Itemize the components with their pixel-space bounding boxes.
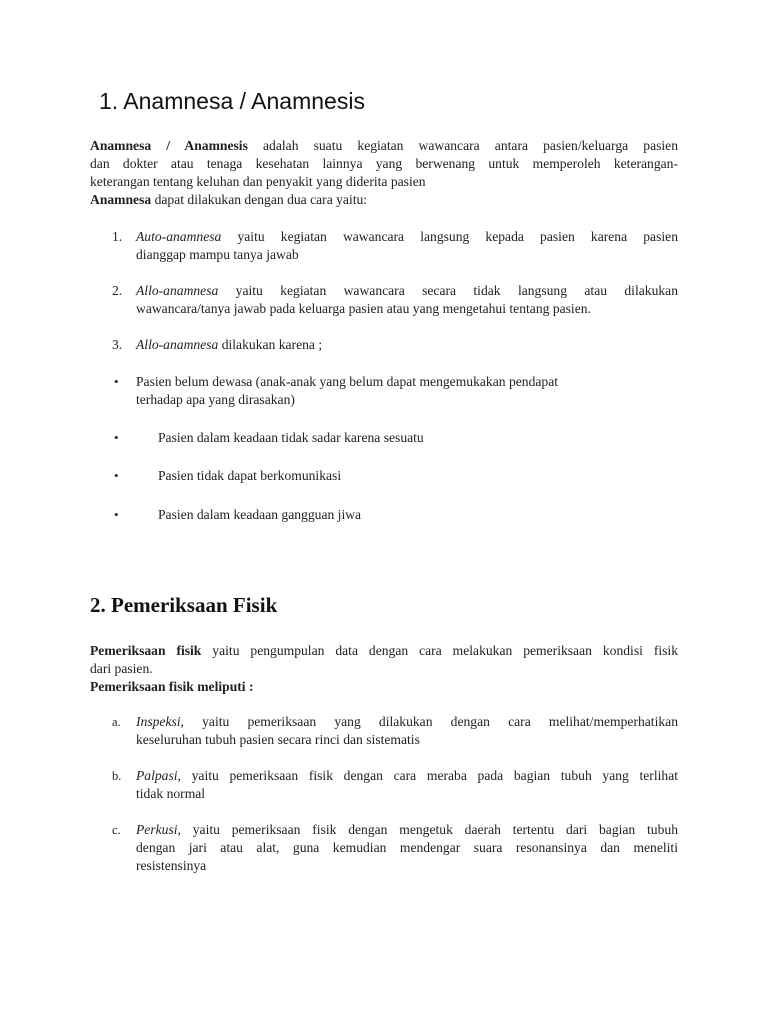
item-body <box>136 282 678 318</box>
item-term: Palpasi <box>136 768 178 783</box>
bullet-text <box>136 373 558 409</box>
definition-line-2: dari pasien. <box>90 661 153 676</box>
item-letter: b. <box>112 769 122 783</box>
item-text-1: yaitu kegiatan wawancara langsung kepada pasien karena pasien <box>237 229 678 244</box>
item-term: Inspeksi <box>136 714 181 729</box>
item-text-1: , yaitu pemeriksaan fisik dengan mengetuk daerah tertentu dari bagian tubuh <box>177 822 678 837</box>
definition-line-3: keterangan tentang keluhan dan penyakit yang diderita pasien <box>90 174 426 189</box>
definition-term: Anamnesa / Anamnesis <box>90 138 248 153</box>
definition-line-1 <box>90 137 678 155</box>
definition-line-1 <box>90 642 678 660</box>
definition-text-1: adalah suatu kegiatan wawancara antara pasien/keluarga pasien <box>263 138 679 153</box>
item-body <box>136 767 678 803</box>
item-text-1: yaitu kegiatan wawancara secara tidak langsung atau dilakukan <box>235 283 678 298</box>
item-line-2: tidak normal <box>136 786 206 801</box>
item-line-1 <box>136 713 678 731</box>
item-line-1 <box>136 821 678 839</box>
item-body <box>136 228 678 264</box>
bullet-icon: • <box>114 430 119 445</box>
item-text-1: dilakukan karena ; <box>218 337 323 352</box>
item-number: 1. <box>112 229 123 244</box>
item-body <box>136 713 678 749</box>
item-line-1 <box>136 282 678 300</box>
item-term: Auto-anamnesa <box>136 229 222 244</box>
bullet-text: Pasien dalam keadaan tidak sadar karena sesuatu <box>158 430 424 445</box>
item-term: Allo-anamnesa <box>136 283 219 298</box>
methods-text: dapat dilakukan dengan dua cara yaitu: <box>151 192 368 207</box>
item-number: 3. <box>112 337 123 352</box>
bullet-text: Pasien tidak dapat berkomunikasi <box>158 468 342 483</box>
definition-line-2: dan dokter atau tenaga kesehatan lainnya yang berwenang untuk memperoleh keterangan- <box>90 156 678 171</box>
item-text-1: , yaitu pemeriksaan yang dilakukan dengan cara melihat/memperhatikan <box>180 714 678 729</box>
item-line-1 <box>136 336 678 354</box>
item-line-3: resistensinya <box>136 858 207 873</box>
definition-term: Pemeriksaan fisik <box>90 643 202 658</box>
item-body <box>136 336 678 354</box>
item-line-2: wawancara/tanya jawab pada keluarga pasien atau yang mengetahui tentang pasien. <box>136 301 591 316</box>
item-number: 2. <box>112 283 123 298</box>
item-letter: c. <box>112 823 121 837</box>
item-body <box>136 821 678 875</box>
anamnesa-definition-paragraph <box>90 137 678 209</box>
pemeriksaan-definition-paragraph <box>90 642 678 696</box>
bullet-line-2: terhadap apa yang dirasakan) <box>136 392 295 407</box>
item-line-1 <box>136 228 678 246</box>
bullet-icon: • <box>114 468 119 483</box>
section-2-heading: 2. Pemeriksaan Fisik <box>90 593 278 617</box>
includes-line: Pemeriksaan fisik meliputi : <box>90 679 254 694</box>
section-1-heading: 1. Anamnesa / Anamnesis <box>99 88 365 114</box>
bullet-text: Pasien dalam keadaan gangguan jiwa <box>158 507 362 522</box>
item-line-2: dengan jari atau alat, guna kemudian mendengar suara resonansinya dan meneliti <box>136 840 678 855</box>
methods-line <box>90 191 678 209</box>
methods-term: Anamnesa <box>90 192 152 207</box>
item-term: Allo-anamnesa <box>136 337 219 352</box>
bullet-icon: • <box>114 507 119 522</box>
item-text-1: , yaitu pemeriksaan fisik dengan cara meraba pada bagian tubuh yang terlihat <box>177 768 678 783</box>
item-letter: a. <box>112 715 121 729</box>
item-line-2: keseluruhan tubuh pasien secara rinci dan sistematis <box>136 732 420 747</box>
item-line-2: dianggap mampu tanya jawab <box>136 247 299 262</box>
item-term: Perkusi <box>136 822 178 837</box>
item-line-1 <box>136 767 678 785</box>
bullet-line-1: Pasien belum dewasa (anak-anak yang belum dapat mengemukakan pendapat <box>136 374 559 389</box>
bullet-icon: • <box>114 374 119 389</box>
definition-text-1: yaitu pengumpulan data dengan cara melakukan pemeriksaan kondisi fisik <box>201 643 678 658</box>
